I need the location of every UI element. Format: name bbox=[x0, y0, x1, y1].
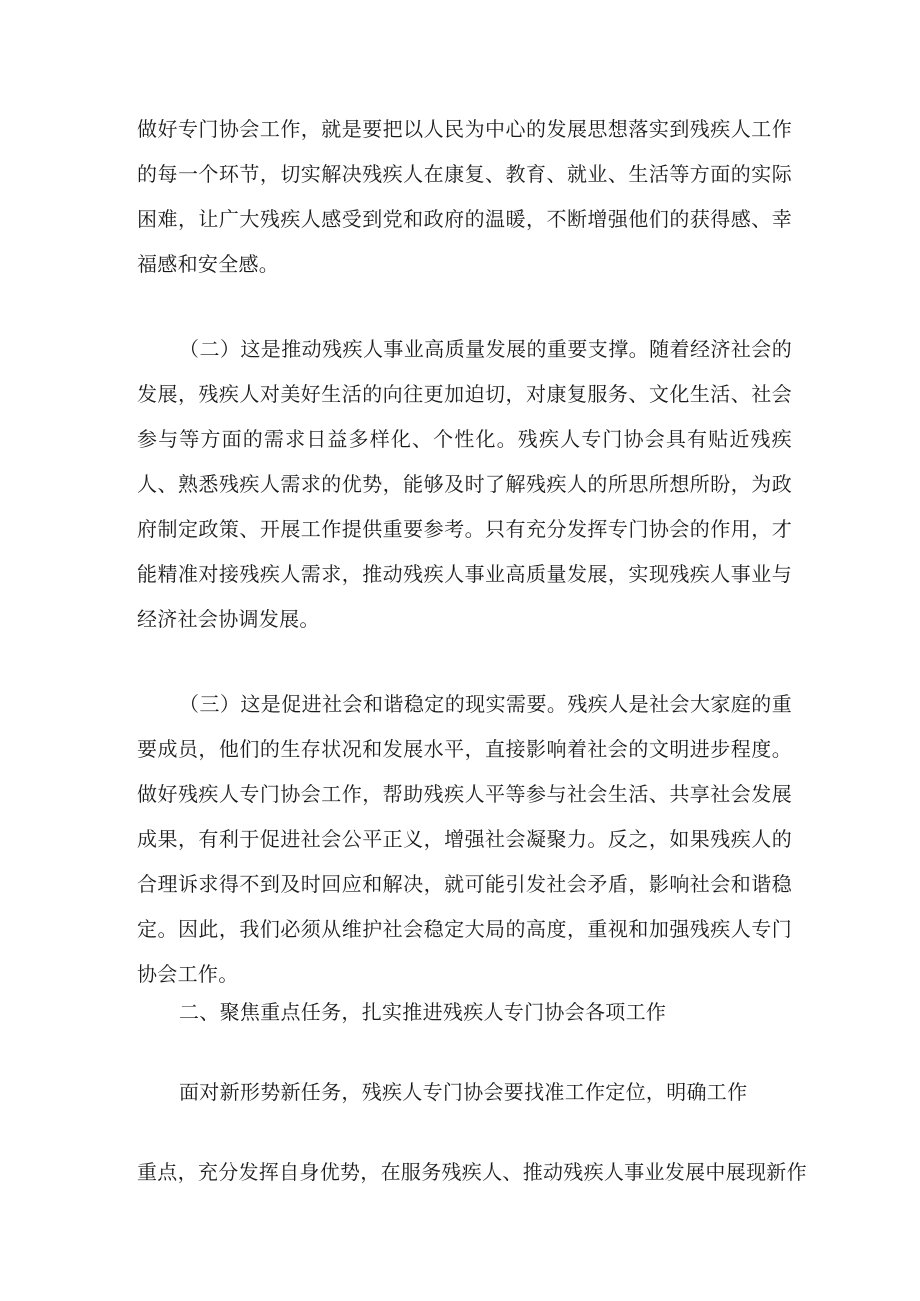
paragraph-4-line-1: 面对新形势新任务，残疾人专门协会要找准工作定位，明确工作 bbox=[179, 1080, 748, 1104]
paragraph-2: （二）这是推动残疾人事业高质量发展的重要支撑。随着经济社会的发展，残疾人对美好生活的向往更加迫切，对康复服务、文化生活、社会参与等方面的需求日益多样化、个性化。残疾人专门协会具有贴近残疾人、熟悉残疾人需求的优势，能够及时了解残疾人的所思所想所盼，为政府制定政策、开展工作提供重要参考。只有充分发挥专门协会的作用，才能精准对接残疾人需求，推动残疾人事业高质量发展，实现残疾人事业与经济社会协调发展。 bbox=[137, 337, 792, 631]
paragraph-3: （三）这是促进社会和谐稳定的现实需要。残疾人是社会大家庭的重要成员，他们的生存状况和发展水平，直接影响着社会的文明进步程度。做好残疾人专门协会工作，帮助残疾人平等参与社会生活、共享社会发展成果，有利于促进社会公平正义，增强社会凝聚力。反之，如果残疾人的合理诉求得不到及时回应和解决，就可能引发社会矛盾，影响社会和谐稳定。因此，我们必须从维护社会稳定大局的高度，重视和加强残疾人专门协会工作。 bbox=[137, 692, 792, 986]
paragraph-4-line-2: 重点，充分发挥自身优势，在服务残疾人、推动残疾人事业发展中展现新作 bbox=[137, 1160, 807, 1184]
paragraph-1: 做好专门协会工作，就是要把以人民为中心的发展思想落实到残疾人工作的每一个环节，切实解决残疾人在康复、教育、就业、生活等方面的实际困难，让广大残疾人感受到党和政府的温暖，不断增强他们的获得感、幸福感和安全感。 bbox=[137, 117, 792, 276]
section-heading-2: 二、聚焦重点任务，扎实推进残疾人专门协会各项工作 bbox=[179, 1000, 667, 1024]
